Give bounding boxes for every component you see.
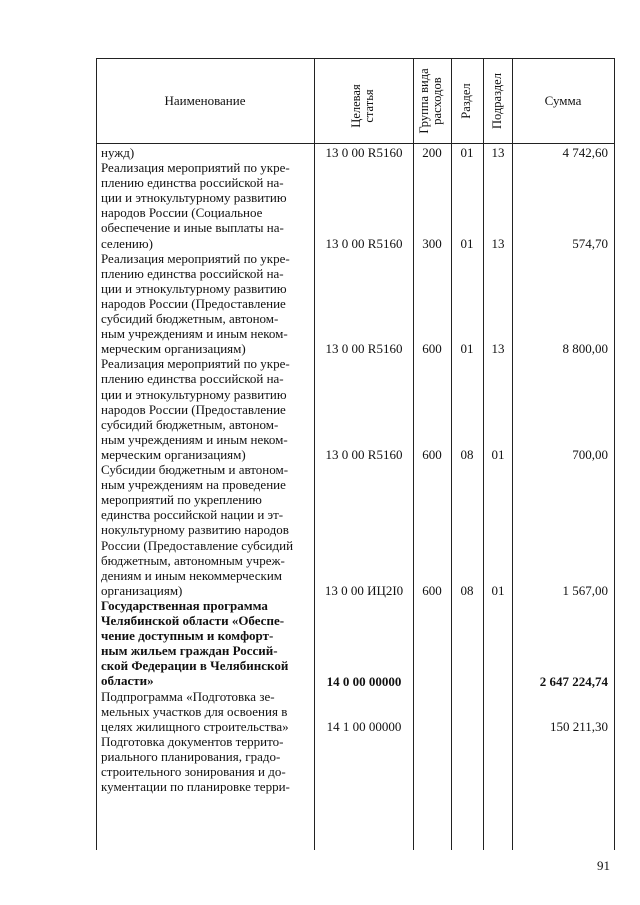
row-target-article: 13 0 00 R5160 <box>325 341 403 357</box>
row-name-line: дениям и иным некоммерческим <box>101 567 283 583</box>
row-name-line: Реализация мероприятий по укре- <box>101 250 290 266</box>
row-expense-group: 600 <box>422 582 442 598</box>
row-target-article: 13 0 00 R5160 <box>325 446 403 462</box>
row-name <box>101 145 307 160</box>
row-name-line: организациям) <box>101 582 183 598</box>
table-left-border <box>96 58 97 850</box>
row-name-line: нужд) <box>101 145 135 160</box>
header-name: Наименование <box>164 93 246 108</box>
page-number: 91 <box>597 858 610 873</box>
row-subsection: 13 <box>491 341 505 357</box>
row-name <box>101 734 307 794</box>
row-name-line: обеспечение и иные выплаты на- <box>101 220 284 236</box>
row-name-line: ным учреждениям и иным неком- <box>101 326 288 342</box>
row-target-article: 13 0 00 R5160 <box>325 145 403 160</box>
row-name <box>101 598 307 689</box>
row-sum: 8 800,00 <box>562 341 608 357</box>
row-name-line: Подготовка документов террито- <box>101 733 284 749</box>
row-name-line: ным учреждениям и иным неком- <box>101 431 288 447</box>
row-name-line: плению единства российской на- <box>101 265 284 281</box>
row-sum: 150 211,30 <box>549 718 608 734</box>
row-name-line: ным учреждениям на проведение <box>101 477 286 493</box>
row-sum: 1 567,00 <box>562 582 608 598</box>
row-name-line: ным жильем граждан Россий- <box>101 643 278 659</box>
row-name-line: кументации по планировке терри- <box>101 779 290 795</box>
header-target-article: Целевая статья <box>349 84 376 128</box>
row-target-article: 14 0 00 00000 <box>326 673 402 689</box>
row-name-line: плению единства российской на- <box>101 371 284 387</box>
row-sum: 574,70 <box>572 235 608 251</box>
row-name-line: ской Федерации в Челябинской <box>101 658 289 674</box>
row-name-line: селению) <box>101 235 153 251</box>
row-name-line: Субсидии бюджетным и автоном- <box>101 462 289 478</box>
row-section: 01 <box>460 145 474 160</box>
row-name-line: целях жилищного строительства» <box>101 718 289 734</box>
row-name <box>101 462 307 598</box>
row-name-line: народов России (Социальное <box>101 205 263 221</box>
row-subsection: 13 <box>491 235 505 251</box>
row-name-line: области» <box>101 673 154 689</box>
column-divider <box>314 58 315 850</box>
row-section: 08 <box>460 446 474 462</box>
row-subsection: 01 <box>491 582 505 598</box>
row-name <box>101 251 307 357</box>
header-section: Раздел <box>459 83 473 119</box>
row-expense-group: 200 <box>422 145 442 160</box>
row-name <box>101 356 307 462</box>
row-name-line: мельных участков для освоения в <box>101 703 288 719</box>
row-name-line: чение доступным и комфорт- <box>101 628 274 644</box>
row-name-line: плению единства российской на- <box>101 175 284 191</box>
row-subsection: 13 <box>491 145 505 160</box>
row-name-line: народов России (Предоставление <box>101 401 286 417</box>
row-name-line: риального планирования, градо- <box>101 748 281 764</box>
row-name-line: субсидий бюджетным, автоном- <box>101 416 279 432</box>
row-name-line: Реализация мероприятий по укре- <box>101 356 290 372</box>
row-name-line: мероприятий по укреплению <box>101 492 262 508</box>
row-name-line: Подпрограмма «Подготовка зе- <box>101 688 275 704</box>
row-section: 01 <box>460 235 474 251</box>
row-name-line: мерческим организациям) <box>101 341 246 357</box>
row-name-line: строительного зонирования и до- <box>101 764 286 780</box>
row-name-line: ции и этнокультурному развитию <box>101 280 287 296</box>
table-top-border <box>96 58 615 59</box>
row-section: 08 <box>460 582 474 598</box>
row-subsection: 01 <box>491 446 505 462</box>
row-name-line: Государственная программа <box>101 598 268 613</box>
table-right-border <box>614 58 615 850</box>
row-expense-group: 600 <box>422 446 442 462</box>
row-name-line: ции и этнокультурному развитию <box>101 190 287 206</box>
row-target-article: 13 0 00 R5160 <box>325 235 403 251</box>
row-target-article: 13 0 00 ИЦ2I0 <box>324 582 404 598</box>
header-sum: Сумма <box>544 93 582 108</box>
row-expense-group: 600 <box>422 341 442 357</box>
row-name <box>101 689 307 734</box>
row-name-line: бюджетным, автономным учреж- <box>101 552 285 568</box>
row-name-line: нокультурному развитию народов <box>101 522 289 538</box>
row-section: 01 <box>460 341 474 357</box>
row-name-line: единства российской нации и эт- <box>101 507 284 523</box>
row-sum: 2 647 224,74 <box>539 673 608 689</box>
row-name-line: России (Предоставление субсидий <box>101 537 294 553</box>
row-sum: 700,00 <box>572 446 608 462</box>
row-name-line: субсидий бюджетным, автоном- <box>101 311 279 327</box>
header-expense-group: Группа вида расходов <box>417 68 444 134</box>
row-name-line: ции и этнокультурному развитию <box>101 386 287 402</box>
row-sum: 4 742,60 <box>562 145 608 160</box>
row-name-line: Челябинской области «Обеспе- <box>101 613 285 629</box>
header-subsection: Подраздел <box>490 73 504 129</box>
row-name-line: Реализация мероприятий по укре- <box>101 160 290 176</box>
row-target-article: 14 1 00 00000 <box>326 718 402 734</box>
row-name-line: народов России (Предоставление <box>101 295 286 311</box>
row-name-line: мерческим организациям) <box>101 446 246 462</box>
row-name <box>101 160 307 251</box>
row-expense-group: 300 <box>422 235 442 251</box>
